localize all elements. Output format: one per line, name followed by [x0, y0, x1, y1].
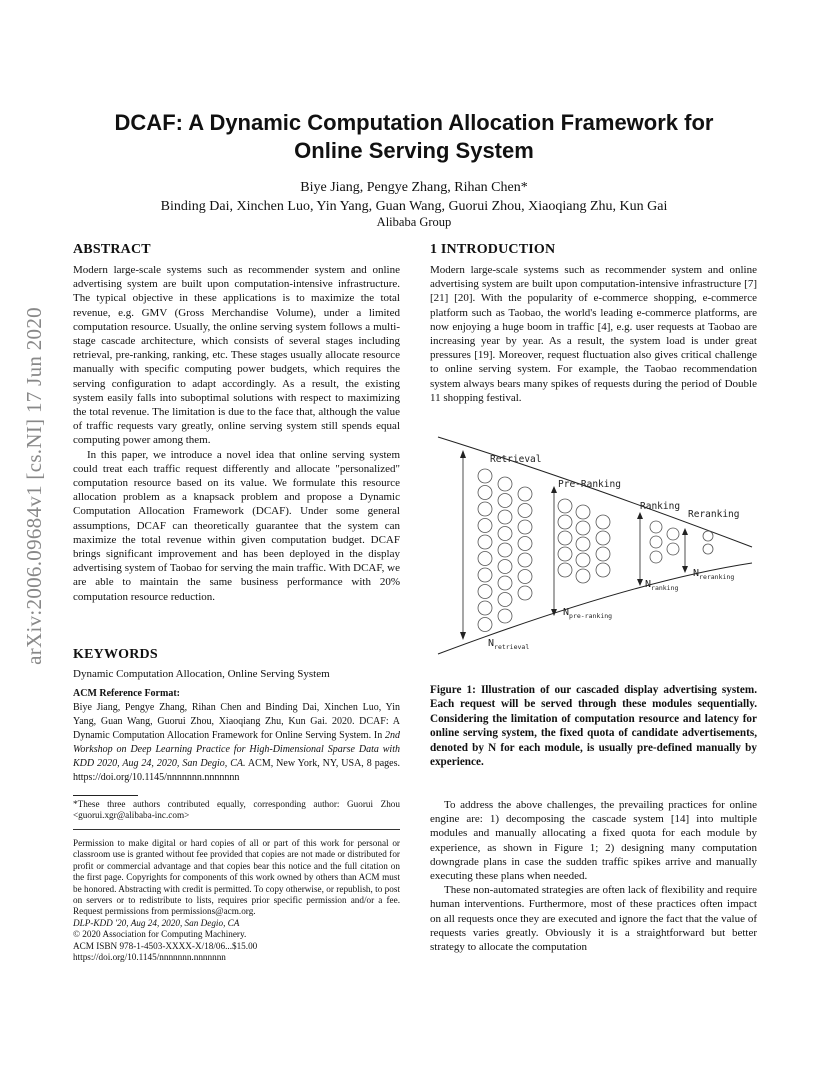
abstract-paragraph-2: In this paper, we introduce a novel idea that online serving system could treat each traffic request differently and allocate "personalized" computation resource based on its value. We formulate this resource allocation problem as a knapsack problem and propose a Dynamic Computation Allocation Framework (DCAF). Under some general assumptions, DCAF can theoretically guarantee that the system can maximize the total revenue within given computation budget. DCAF brings significant improvement and has been deployed in the display advertising system of Taobao for serving the main traffic. With DCAF, we are able to maintain the same business performance with 20% computation resource reduction. [73, 448, 400, 603]
candidate-circle [498, 477, 512, 491]
candidate-circle [518, 487, 532, 501]
candidate-circle [518, 520, 532, 534]
candidate-circle [576, 505, 590, 519]
label-preranking: Pre-Ranking [558, 479, 621, 490]
candidate-circle [498, 543, 512, 557]
keywords-text: Dynamic Computation Allocation, Online Serving System [73, 668, 330, 680]
candidate-circle [650, 536, 662, 548]
candidate-circle [498, 510, 512, 524]
candidate-circle [478, 601, 492, 615]
candidate-circle [558, 563, 572, 577]
candidate-circle [650, 521, 662, 533]
keywords-heading: KEYWORDS [73, 647, 158, 662]
candidate-circle [498, 609, 512, 623]
isbn-line: ACM ISBN 978-1-4503-XXXX-X/18/06...$15.00 [73, 940, 258, 951]
candidate-circle [498, 560, 512, 574]
candidate-circle [478, 618, 492, 632]
ranking-arrow-head-down [637, 579, 643, 586]
paper-title [60, 109, 768, 165]
candidate-circle [667, 543, 679, 555]
candidate-circle [703, 544, 713, 554]
candidate-circle [558, 499, 572, 513]
candidate-circle [576, 521, 590, 535]
candidate-circle [478, 469, 492, 483]
label-n-retrieval: $N_{retrieval}$ [488, 638, 530, 651]
title-line-2: Online Serving System [294, 138, 534, 163]
candidate-circle [596, 547, 610, 561]
candidate-circle [478, 519, 492, 533]
permission-text: Permission to make digital or hard copies of all or part of this work for personal or classroom use is granted without fee provided that copies are not made or distributed for profit or commercial advantage and that copies bear this notice and the full citation on the first page. Copyrights for components of this work owned by others than ACM must be honored. Abstracting with credit is permitted. To copy otherwise, or republish, to post on servers or to redistribute to lists, requires prior specific permission and/or a fee. Request permissions from permissions@acm.org. [73, 838, 400, 917]
funnel-top-edge [438, 437, 752, 547]
label-n-preranking: $N_{pre-ranking}$ [563, 607, 613, 620]
label-ranking: Ranking [640, 501, 681, 512]
permission-divider [73, 829, 400, 830]
candidate-circle [596, 515, 610, 529]
candidate-circle [478, 486, 492, 500]
retrieval-arrow-head-up [460, 450, 466, 458]
preranking-arrow-head-up [551, 486, 557, 493]
conference-info: DLP-KDD '20, Aug 24, 2020, San Degio, CA [73, 917, 240, 928]
figure-caption: Figure 1: Illustration of our cascaded display advertising system. Each request will be served through these modules sequentially. Considering the limitation of computation resource and latency for online serving system, the fixed quota of candidate advertisements, denoted by N for each module, is usually pre-defined manually by experience. [430, 684, 757, 769]
candidate-circle [518, 570, 532, 584]
title-line-1: DCAF: A Dynamic Computation Allocation Framework for [114, 110, 714, 135]
label-n-reranking: $N_{reranking}$ [693, 568, 735, 581]
candidate-circle [558, 547, 572, 561]
authors-line-2: Binding Dai, Xinchen Luo, Yin Yang, Guan Wang, Guorui Zhou, Xiaoqiang Zhu, Kun Gai [160, 199, 668, 214]
candidate-circle [498, 593, 512, 607]
doi-line: https://doi.org/10.1145/nnnnnnn.nnnnnnn [73, 952, 226, 963]
candidate-circle [478, 568, 492, 582]
abstract-heading: ABSTRACT [73, 242, 151, 257]
permission-block [73, 838, 400, 963]
candidate-circle [478, 502, 492, 516]
label-n-ranking: $N_{ranking}$ [645, 579, 679, 592]
footnote: *These three authors contributed equally, corresponding author: Guorui Zhou <guorui.xgr@alibaba-inc.com> [73, 799, 400, 821]
reranking-arrow-head-up [682, 528, 688, 535]
candidate-circle [576, 537, 590, 551]
candidate-circle [478, 585, 492, 599]
abstract-body [73, 263, 400, 604]
candidate-circle [703, 531, 713, 541]
candidate-circle [667, 528, 679, 540]
reranking-arrow-head-down [682, 566, 688, 573]
acm-reference-part-1: Biye Jiang, Pengye Zhang, Rihan Chen and Binding Dai, Xinchen Luo, Yin Yang, Guan Wang, Guorui Zhou, Xiaoqiang Zhu, Kun Gai. 2020. DCAF: A Dynamic Computation Allocation Framework for Online Serving System. In [73, 702, 400, 741]
candidate-circle [596, 563, 610, 577]
candidate-circle [558, 531, 572, 545]
acm-reference-venue: 2nd Workshop on Deep Learning Practice for High-Dimensional Sparse Data with KDD 2020, Aug 24, 2020, San Degio, CA. [73, 730, 400, 769]
intro-paragraph-3: These non-automated strategies are often lack of flexibility and require human interventions. Furthermore, most of these practices often impact on all requests once they are executed and ignore the fact that the value of requests varies greatly. Obviously it is a straightforward but better strategy to allocate the computation [430, 884, 757, 954]
candidate-circle [518, 537, 532, 551]
copyright-notice: © 2020 Association for Computing Machinery. [73, 929, 247, 940]
introduction-heading: 1 INTRODUCTION [430, 242, 556, 257]
arxiv-sidebar [0, 0, 60, 1072]
intro-paragraph-1: Modern large-scale systems such as recommender system and online advertising system are built upon computation-intensive infrastructure [7] [21] [20]. With the popularity of e-commerce shopping, e-commerce platform such as Taobao, the world's leading e-commerce platforms, are now enjoying a huge boom in traffic [4], e.g. user requests at Taobao are increasing year by year. As a result, the system load is under great pressures [19]. Moreover, request fluctuation also gives critical challenge to online serving system. For example, the Taobao recommendation system always bears many spikes of requests during the period of Double 11 shopping festival. [430, 264, 757, 404]
candidate-circle [576, 569, 590, 583]
candidate-circle [478, 535, 492, 549]
candidate-circle [576, 553, 590, 567]
intro-continued [430, 798, 757, 954]
label-reranking: Reranking [688, 509, 740, 520]
candidate-circles [478, 469, 713, 632]
intro-paragraph-2: To address the above challenges, the prevailing practices for online engine are: 1) decomposing the cascade system [14] into multiple modules and manually allocating a fixed quota for each module by experience, as shown in Figure 1; 2) designing many computation downgrade plans in case the sudden traffic spikes arrive and manually executing these plans when needed. [430, 799, 757, 883]
retrieval-arrow-head-down [460, 632, 466, 640]
candidate-circle [558, 515, 572, 529]
acm-reference-text [73, 701, 400, 785]
label-retrieval: Retrieval [490, 454, 542, 465]
candidate-circle [518, 504, 532, 518]
acm-reference-part-2: ACM, New York, NY, USA, 8 pages. https://doi.org/10.1145/nnnnnnn.nnnnnnn [73, 758, 400, 783]
candidate-circle [498, 527, 512, 541]
affiliation: Alibaba Group [376, 215, 452, 229]
authors-line-1: Biye Jiang, Pengye Zhang, Rihan Chen* [300, 180, 528, 195]
footnote-divider [73, 795, 138, 796]
candidate-circle [478, 552, 492, 566]
candidate-circle [518, 586, 532, 600]
abstract-paragraph-1: Modern large-scale systems such as recommender system and online advertising system are built upon computation-intensive infrastructure. The typical objective in these applications is to maximize the total revenue, e.g. GMV (Gross Merchandise Volume), under a limited computation resource. Usually, the online serving system follows a multi-stage cascade architecture, which consists of several stages including retrieval, pre-ranking, ranking, etc. These stages usually allocate resource manually with specific computing power budgets, which requires the serving configuration to adapt accordingly. As a result, the existing system easily falls into suboptimal solutions with respect to maximizing the total revenue. The limitation is due to the face that, although the value of traffic requests vary greatly, online serving system still spends equal computing power among them. [73, 264, 400, 447]
acm-reference-heading: ACM Reference Format: [73, 688, 180, 699]
candidate-circle [498, 494, 512, 508]
candidate-circle [650, 551, 662, 563]
candidate-circle [596, 531, 610, 545]
cascade-figure [430, 432, 760, 658]
ranking-arrow-head-up [637, 512, 643, 519]
candidate-circle [498, 576, 512, 590]
arxiv-identifier: arXiv:2006.09684v1 [cs.NI] 17 Jun 2020 [22, 307, 46, 665]
candidate-circle [518, 553, 532, 567]
